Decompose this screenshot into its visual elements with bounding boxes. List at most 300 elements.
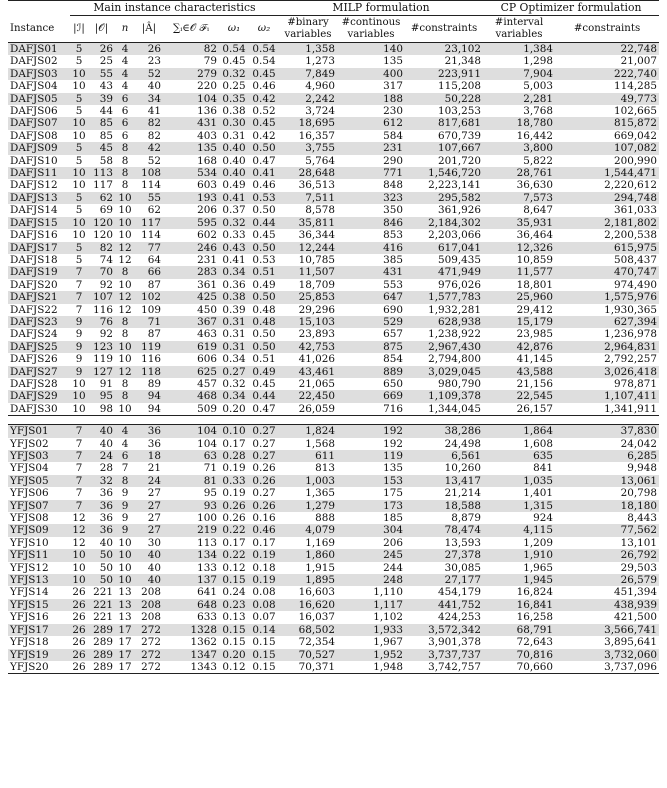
cell-sum-flex: 1347 xyxy=(163,649,219,661)
cell-instance: DAFJS11 xyxy=(8,167,70,179)
cell-sum-flex: 1328 xyxy=(163,624,219,636)
cell-arcs: 208 xyxy=(135,599,163,611)
cell-machines: 8 xyxy=(121,179,129,192)
cell-jobs: 26 xyxy=(72,586,86,599)
cell-cp-constraints: 615,975 xyxy=(555,242,659,254)
cell-arcs: 87 xyxy=(147,278,161,291)
table-row xyxy=(8,328,659,340)
table-row xyxy=(8,661,659,674)
cell-continuous-vars: 529 xyxy=(337,316,405,328)
cell-arcs: 41 xyxy=(147,105,161,118)
cell-operations: 127 xyxy=(88,366,115,378)
cell-w2: 0.50 xyxy=(249,341,279,353)
cell-continuous-vars: 647 xyxy=(337,291,405,303)
cell-arcs: 27 xyxy=(147,512,161,525)
cell-sum-flex: 1362 xyxy=(190,636,217,649)
cell-milp-constraints: 817,681 xyxy=(405,117,483,129)
cell-sum-flex: 168 xyxy=(197,154,217,167)
cell-milp-constraints: 361,926 xyxy=(438,204,481,217)
cell-jobs: 26 xyxy=(70,649,88,661)
cell-cp-constraints: 8,443 xyxy=(627,512,657,525)
col-header-operations: |𝒪| xyxy=(94,23,109,35)
cell-machines: 13 xyxy=(118,611,132,624)
cell-milp-constraints: 2,223,141 xyxy=(428,179,481,192)
cell-arcs: 108 xyxy=(135,167,163,179)
cell-instance: DAFJS26 xyxy=(10,353,58,366)
cell-cp-constraints: 508,437 xyxy=(614,253,657,266)
cell-jobs: 9 xyxy=(70,341,88,353)
cell-milp-constraints: 21,348 xyxy=(444,55,481,68)
cell-w1: 0.23 xyxy=(219,599,249,611)
cell-operations: 25 xyxy=(99,55,113,68)
cell-w1: 0.33 xyxy=(222,229,246,242)
cell-sum-flex: 431 xyxy=(163,117,219,129)
cell-continuous-vars: 657 xyxy=(383,328,403,341)
cell-w2: 0.27 xyxy=(249,450,279,462)
cell-cp-constraints: 26,579 xyxy=(555,574,659,586)
cell-machines: 12 xyxy=(115,366,135,378)
cell-sum-flex: 206 xyxy=(197,204,217,217)
cell-cp-constraints: 29,503 xyxy=(620,561,657,574)
cell-operations: 50 xyxy=(88,549,115,561)
cell-arcs: 40 xyxy=(147,80,161,93)
table-row xyxy=(8,105,659,117)
cell-arcs: 24 xyxy=(135,475,163,487)
cell-machines: 8 xyxy=(121,328,129,341)
cell-operations: 50 xyxy=(88,574,115,586)
cell-instance: DAFJS04 xyxy=(10,80,58,93)
cell-w2: 0.51 xyxy=(252,353,276,366)
cell-sum-flex: 648 xyxy=(163,599,219,611)
cell-operations: 120 xyxy=(88,217,115,229)
cell-sum-flex: 450 xyxy=(197,303,217,316)
cell-w2: 0.26 xyxy=(252,462,276,475)
cell-interval-vars: 25,960 xyxy=(483,291,555,303)
cell-instance: DAFJS18 xyxy=(10,253,58,266)
cell-milp-constraints: 980,790 xyxy=(438,377,481,390)
cell-interval-vars: 1,315 xyxy=(483,500,555,512)
cell-arcs: 27 xyxy=(135,524,163,536)
cell-continuous-vars: 206 xyxy=(383,536,403,549)
cell-sum-flex: 95 xyxy=(203,487,217,500)
cell-binary-vars: 1,824 xyxy=(279,425,337,437)
table-row xyxy=(8,599,659,611)
cell-milp-constraints: 441,752 xyxy=(405,599,483,611)
cell-instance: YFJS01 xyxy=(8,425,70,437)
cell-binary-vars: 18,709 xyxy=(298,278,335,291)
cell-continuous-vars: 140 xyxy=(337,43,405,55)
cell-jobs: 5 xyxy=(75,105,83,118)
cell-operations: 76 xyxy=(88,316,115,328)
cell-w1: 0.32 xyxy=(219,68,249,80)
cell-interval-vars: 1,608 xyxy=(523,437,553,450)
cell-machines: 17 xyxy=(115,624,135,636)
cell-interval-vars: 1,965 xyxy=(523,561,553,574)
cell-sum-flex: 367 xyxy=(163,316,219,328)
cell-w1: 0.33 xyxy=(219,475,249,487)
cell-arcs: 82 xyxy=(147,129,161,142)
cell-instance: DAFJS21 xyxy=(8,291,70,303)
cell-w2: 0.14 xyxy=(249,624,279,636)
cell-interval-vars: 1,864 xyxy=(483,425,555,437)
cell-arcs: 118 xyxy=(135,366,163,378)
cell-cp-constraints: 1,575,976 xyxy=(555,291,659,303)
cell-interval-vars: 21,156 xyxy=(516,377,553,390)
cell-instance: DAFJS08 xyxy=(10,129,58,142)
cell-sum-flex: 63 xyxy=(163,450,219,462)
cell-operations: 40 xyxy=(99,536,113,549)
cell-w2: 0.46 xyxy=(252,179,276,192)
table-row xyxy=(8,390,659,402)
cell-jobs: 10 xyxy=(72,80,86,93)
cell-interval-vars: 41,145 xyxy=(516,353,553,366)
cell-instance: DAFJS12 xyxy=(10,179,58,192)
cell-instance: YFJS17 xyxy=(8,624,70,636)
cell-machines: 17 xyxy=(115,649,135,661)
cell-arcs: 40 xyxy=(135,549,163,561)
cell-continuous-vars: 553 xyxy=(383,278,403,291)
cell-operations: 98 xyxy=(99,402,113,415)
cell-continuous-vars: 304 xyxy=(337,524,405,536)
cell-instance: YFJS16 xyxy=(10,611,49,624)
table-row xyxy=(8,574,659,586)
cell-binary-vars: 1,169 xyxy=(305,536,335,549)
cell-arcs: 34 xyxy=(135,93,163,105)
cell-w2: 0.45 xyxy=(252,377,276,390)
cell-cp-constraints: 3,737,096 xyxy=(604,660,657,673)
cell-sum-flex: 279 xyxy=(163,68,219,80)
cell-cp-constraints: 49,773 xyxy=(555,93,659,105)
cell-continuous-vars: 853 xyxy=(383,229,403,242)
cell-interval-vars: 16,258 xyxy=(516,611,553,624)
cell-cp-constraints: 2,964,831 xyxy=(555,341,659,353)
cell-arcs: 40 xyxy=(147,561,161,574)
cell-arcs: 116 xyxy=(141,353,161,366)
cell-binary-vars: 1,358 xyxy=(279,43,337,55)
cell-milp-constraints: 295,582 xyxy=(405,192,483,204)
cell-machines: 10 xyxy=(118,402,132,415)
cell-interval-vars: 1,945 xyxy=(483,574,555,586)
cell-cp-constraints: 3,026,418 xyxy=(555,366,659,378)
cell-arcs: 27 xyxy=(147,487,161,500)
col-header-sum-f: ∑ᵢ∈𝒪 ℱᵢ xyxy=(172,23,210,35)
cell-cp-constraints: 3,566,741 xyxy=(555,624,659,636)
cell-w1: 0.28 xyxy=(219,450,249,462)
cell-milp-constraints: 2,967,430 xyxy=(405,341,483,353)
col-header-w1-text: ω₁ xyxy=(227,23,241,35)
cell-w1: 0.34 xyxy=(219,390,249,402)
cell-milp-constraints: 454,179 xyxy=(438,586,481,599)
cell-continuous-vars: 1,110 xyxy=(373,586,403,599)
cell-instance: DAFJS15 xyxy=(8,217,70,229)
cell-operations: 40 xyxy=(99,437,113,450)
cell-w1: 0.36 xyxy=(222,278,246,291)
cell-cp-constraints: 77,562 xyxy=(555,524,659,536)
cell-binary-vars: 25,853 xyxy=(279,291,337,303)
cell-w2: 0.17 xyxy=(252,536,276,549)
cell-sum-flex: 135 xyxy=(163,142,219,154)
cell-binary-vars: 611 xyxy=(279,450,337,462)
cell-w2: 0.48 xyxy=(249,316,279,328)
cell-arcs: 114 xyxy=(141,229,161,242)
cell-w1: 0.20 xyxy=(219,649,249,661)
col-header-arcs: |Â| xyxy=(141,23,157,35)
cell-cp-constraints: 37,830 xyxy=(555,425,659,437)
cell-interval-vars: 1,910 xyxy=(483,549,555,561)
cell-operations: 45 xyxy=(88,142,115,154)
cell-arcs: 208 xyxy=(141,586,161,599)
cell-sum-flex: 425 xyxy=(163,291,219,303)
cell-cp-constraints: 1,107,411 xyxy=(555,390,659,402)
cell-milp-constraints: 27,177 xyxy=(405,574,483,586)
group-header-cp: CP Optimizer formulation xyxy=(483,1,659,16)
cell-machines: 10 xyxy=(118,561,132,574)
cell-instance: DAFJS28 xyxy=(10,377,58,390)
table-row xyxy=(8,55,659,67)
cell-binary-vars: 68,502 xyxy=(279,624,337,636)
cell-continuous-vars: 1,933 xyxy=(337,624,405,636)
cell-w1: 0.12 xyxy=(222,561,246,574)
cell-interval-vars: 36,464 xyxy=(516,229,553,242)
cell-jobs: 9 xyxy=(75,328,83,341)
table-row xyxy=(8,242,659,254)
cell-continuous-vars: 431 xyxy=(337,266,405,278)
cell-instance: DAFJS20 xyxy=(10,278,58,291)
group-header-main: Main instance characteristics xyxy=(70,1,279,16)
cell-interval-vars: 22,545 xyxy=(483,390,555,402)
cell-binary-vars: 28,648 xyxy=(279,167,337,179)
cell-w2: 0.50 xyxy=(249,242,279,254)
cell-cp-constraints: 974,490 xyxy=(614,278,657,291)
cell-cp-constraints: 2,792,257 xyxy=(604,353,657,366)
cell-instance: DAFJS23 xyxy=(8,316,70,328)
cell-milp-constraints: 471,949 xyxy=(405,266,483,278)
cell-operations: 116 xyxy=(93,303,113,316)
cell-operations: 95 xyxy=(88,390,115,402)
cell-operations: 74 xyxy=(99,253,113,266)
cell-instance: YFJS03 xyxy=(8,450,70,462)
cell-machines: 10 xyxy=(115,192,135,204)
cell-continuous-vars: 889 xyxy=(337,366,405,378)
cell-w1: 0.34 xyxy=(222,353,246,366)
cell-milp-constraints: 103,253 xyxy=(438,105,481,118)
cell-machines: 6 xyxy=(115,450,135,462)
cell-binary-vars: 3,724 xyxy=(305,105,335,118)
cell-sum-flex: 104 xyxy=(163,425,219,437)
cell-arcs: 18 xyxy=(135,450,163,462)
cell-w2: 0.53 xyxy=(252,253,276,266)
cell-instance: DAFJS05 xyxy=(8,93,70,105)
cell-jobs: 26 xyxy=(72,611,86,624)
cell-continuous-vars: 875 xyxy=(337,341,405,353)
cell-operations: 123 xyxy=(88,341,115,353)
cell-binary-vars: 1,860 xyxy=(279,549,337,561)
cell-instance: DAFJS06 xyxy=(10,105,58,118)
cell-instance: YFJS06 xyxy=(10,487,49,500)
cell-cp-constraints: 1,341,911 xyxy=(604,402,657,415)
cell-w1: 0.24 xyxy=(222,586,246,599)
cell-jobs: 26 xyxy=(70,599,88,611)
cell-interval-vars: 72,643 xyxy=(516,636,553,649)
table-row xyxy=(8,562,659,574)
cell-milp-constraints: 21,214 xyxy=(444,487,481,500)
cell-milp-constraints: 1,546,720 xyxy=(405,167,483,179)
cell-arcs: 102 xyxy=(135,291,163,303)
cell-jobs: 10 xyxy=(72,377,86,390)
cell-continuous-vars: 173 xyxy=(337,500,405,512)
cell-milp-constraints: 3,742,757 xyxy=(428,660,481,673)
cell-machines: 6 xyxy=(115,93,135,105)
cell-interval-vars: 1,209 xyxy=(523,536,553,549)
cell-interval-vars: 35,931 xyxy=(483,217,555,229)
cell-jobs: 10 xyxy=(70,68,88,80)
cell-jobs: 5 xyxy=(70,142,88,154)
table-row xyxy=(8,512,659,524)
cell-machines: 8 xyxy=(115,316,135,328)
section-separator xyxy=(8,416,659,426)
cell-cp-constraints: 114,285 xyxy=(614,80,657,93)
cell-jobs: 10 xyxy=(72,129,86,142)
col-header-w1 xyxy=(219,16,249,43)
cell-w2: 0.26 xyxy=(249,500,279,512)
cell-jobs: 10 xyxy=(72,561,86,574)
cell-sum-flex: 136 xyxy=(197,105,217,118)
cell-continuous-vars: 119 xyxy=(337,450,405,462)
cell-arcs: 119 xyxy=(135,341,163,353)
cell-w2: 0.19 xyxy=(249,549,279,561)
cell-w1: 0.31 xyxy=(219,341,249,353)
cell-continuous-vars: 1,102 xyxy=(373,611,403,624)
cell-continuous-vars: 854 xyxy=(383,353,403,366)
table-row xyxy=(8,624,659,636)
table-row xyxy=(8,279,659,291)
cell-arcs: 26 xyxy=(135,43,163,55)
cell-binary-vars: 4,079 xyxy=(279,524,337,536)
cell-milp-constraints: 3,029,045 xyxy=(405,366,483,378)
cell-milp-constraints: 23,102 xyxy=(405,43,483,55)
cell-binary-vars: 16,357 xyxy=(298,129,335,142)
cell-operations: 289 xyxy=(88,624,115,636)
cell-interval-vars: 29,412 xyxy=(516,303,553,316)
cell-continuous-vars: 716 xyxy=(383,402,403,415)
cell-jobs: 10 xyxy=(70,217,88,229)
cell-w1: 0.22 xyxy=(219,549,249,561)
cell-instance: YFJS18 xyxy=(10,636,49,649)
cell-continuous-vars: 185 xyxy=(383,512,403,525)
cell-jobs: 7 xyxy=(70,500,88,512)
cell-cp-constraints: 21,007 xyxy=(620,55,657,68)
cell-interval-vars: 15,179 xyxy=(483,316,555,328)
cell-instance: YFJS10 xyxy=(10,536,49,549)
cell-arcs: 89 xyxy=(147,377,161,390)
cell-binary-vars: 16,620 xyxy=(279,599,337,611)
col-header-jobs: |ℐ| xyxy=(73,23,85,35)
cell-instance: DAFJS29 xyxy=(8,390,70,402)
cell-sum-flex: 463 xyxy=(197,328,217,341)
cell-milp-constraints: 50,228 xyxy=(405,93,483,105)
table-row xyxy=(8,341,659,353)
col-header-w2-text: ω₂ xyxy=(257,23,271,35)
cell-interval-vars: 2,281 xyxy=(483,93,555,105)
cell-w2: 0.19 xyxy=(249,574,279,586)
cell-w2: 0.49 xyxy=(249,366,279,378)
cell-w1: 0.15 xyxy=(219,624,249,636)
cell-sum-flex: 134 xyxy=(163,549,219,561)
cell-cp-constraints: 200,990 xyxy=(614,154,657,167)
cell-continuous-vars: 1,952 xyxy=(337,649,405,661)
cell-operations: 119 xyxy=(93,353,113,366)
cell-arcs: 23 xyxy=(147,55,161,68)
cell-interval-vars: 4,115 xyxy=(483,524,555,536)
cell-arcs: 36 xyxy=(135,425,163,437)
cell-w1: 0.19 xyxy=(222,462,246,475)
cell-milp-constraints: 6,561 xyxy=(405,450,483,462)
cell-jobs: 5 xyxy=(70,93,88,105)
cell-w2: 0.48 xyxy=(252,303,276,316)
cell-sum-flex: 231 xyxy=(197,253,217,266)
cell-arcs: 30 xyxy=(147,536,161,549)
cell-operations: 55 xyxy=(88,68,115,80)
col-header-continuous-vars: #continous variables xyxy=(341,17,401,40)
cell-w1: 0.35 xyxy=(219,93,249,105)
cell-interval-vars: 42,876 xyxy=(483,341,555,353)
cell-operations: 92 xyxy=(99,278,113,291)
cell-instance: DAFJS22 xyxy=(10,303,58,316)
dafjs-section xyxy=(8,43,659,416)
cell-cp-constraints: 107,082 xyxy=(555,142,659,154)
cell-machines: 4 xyxy=(115,425,135,437)
cell-sum-flex: 602 xyxy=(197,229,217,242)
cell-milp-constraints: 2,203,066 xyxy=(428,229,481,242)
cell-cp-constraints: 2,181,802 xyxy=(555,217,659,229)
cell-binary-vars: 16,603 xyxy=(298,586,335,599)
cell-cp-constraints: 18,180 xyxy=(555,500,659,512)
cell-jobs: 7 xyxy=(75,437,83,450)
cell-milp-constraints: 3,901,378 xyxy=(428,636,481,649)
cell-continuous-vars: 188 xyxy=(337,93,405,105)
cell-cp-constraints: 1,236,978 xyxy=(604,328,657,341)
cell-interval-vars: 43,588 xyxy=(483,366,555,378)
col-header-interval-vars: #interval variables xyxy=(494,17,544,40)
cell-w1: 0.40 xyxy=(219,142,249,154)
cell-binary-vars: 42,753 xyxy=(279,341,337,353)
cell-binary-vars: 23,893 xyxy=(298,328,335,341)
cell-jobs: 26 xyxy=(72,636,86,649)
cell-w1: 0.32 xyxy=(222,377,246,390)
cell-cp-constraints: 1,544,471 xyxy=(555,167,659,179)
cell-instance: DAFJS10 xyxy=(10,154,58,167)
cell-arcs: 27 xyxy=(135,500,163,512)
table-row xyxy=(8,649,659,661)
cell-interval-vars: 16,442 xyxy=(516,129,553,142)
cell-operations: 82 xyxy=(88,242,115,254)
table-row xyxy=(8,462,659,474)
cell-sum-flex: 603 xyxy=(197,179,217,192)
cell-operations: 36 xyxy=(99,512,113,525)
cell-milp-constraints: 24,498 xyxy=(444,437,481,450)
cell-operations: 117 xyxy=(93,179,113,192)
col-header-n-text: n xyxy=(121,23,129,35)
cell-jobs: 7 xyxy=(75,487,83,500)
cell-interval-vars: 68,791 xyxy=(483,624,555,636)
cell-cp-constraints: 361,033 xyxy=(614,204,657,217)
table-row xyxy=(8,68,659,80)
cell-machines: 8 xyxy=(115,390,135,402)
cell-w1: 0.54 xyxy=(219,43,249,55)
cell-arcs: 52 xyxy=(135,68,163,80)
cell-sum-flex: 619 xyxy=(163,341,219,353)
cell-w2: 0.26 xyxy=(249,475,279,487)
